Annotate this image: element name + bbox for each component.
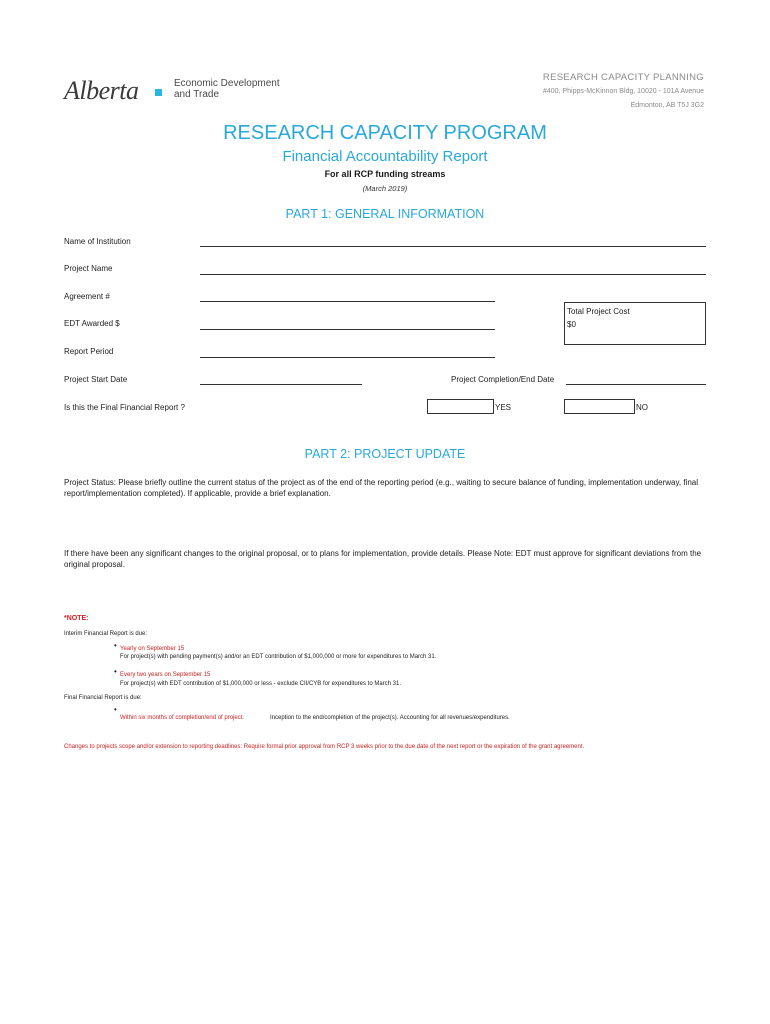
program-label: RESEARCH CAPACITY PLANNING [542,72,704,83]
report-period-field[interactable] [200,357,495,358]
total-cost-label: Total Project Cost [567,307,630,316]
institution-field[interactable] [200,246,706,247]
no-label: NO [636,403,648,412]
note-heading: *NOTE: [64,615,89,622]
edt-awarded-label: EDT Awarded $ [64,319,120,328]
interim-1-text: For project(s) with pending payment(s) and/or an EDT contribution of $1,000,000 or more for expenditures to March 31. [120,654,437,660]
start-date-field[interactable] [200,384,362,385]
final-report-yes-checkbox[interactable] [427,399,494,414]
logo-wordmark: Alberta [64,76,139,105]
bullet-icon: • [114,641,117,650]
report-period-label: Report Period [64,347,114,356]
interim-1-title: Yearly on September 15 [120,646,185,652]
document-title: RESEARCH CAPACITY PROGRAM [223,122,547,144]
interim-2-text: For project(s) with EDT contribution of $1,000,000 or less - exclude CII/CYB for expenditures to March 31. [120,681,402,687]
department-line-1: Economic Development [174,78,280,89]
address-line-2: Edmonton, AB T5J 3G2 [630,102,704,109]
address-line-1: #400, Phipps-McKinnon Bldg, 10020 - 101A Avenue [543,88,704,95]
edt-awarded-field[interactable] [200,329,495,330]
final-report-no-checkbox[interactable] [564,399,635,414]
interim-2-title: Every two years on September 15 [120,672,211,678]
funding-streams: For all RCP funding streams [324,169,446,179]
total-project-cost-box [564,302,706,345]
institution-label: Name of Institution [64,237,131,246]
logo-square-icon [155,89,162,96]
yes-label: YES [495,403,512,412]
final-1-title: Within six months of completion/end of project. [120,715,245,721]
total-cost-value: $0 [567,320,576,329]
part2-heading: PART 2: PROJECT UPDATE [304,447,466,461]
agreement-field[interactable] [200,301,495,302]
bullet-icon: • [114,667,117,676]
proposal-changes-instructions: If there have been any significant changes to the original proposal, or to plans for implementation, provide details. Please Note: EDT must approve for significant deviations from the original proposal. [64,549,702,569]
project-name-label: Project Name [64,264,113,273]
final-1-text: Inception to the end/completion of the project(s). Accounting for all revenues/expenditures. [270,715,510,721]
changes-note: Changes to projects scope and/or extension to reporting deadlines: Require formal prior approval from RCP 3 weeks prior to the due date of the next report or the expiration of the grant agreement. [64,744,585,750]
document-subtitle: Financial Accountability Report [282,148,488,165]
end-date-field[interactable] [566,384,706,385]
project-name-field[interactable] [200,274,706,275]
part1-heading: PART 1: GENERAL INFORMATION [285,207,485,221]
department-line-2: and Trade [174,89,220,100]
bullet-icon: • [114,705,117,714]
final-report-heading: Final Financial Report is due: [64,695,142,701]
final-report-label: Is this the Final Financial Report ? [64,403,185,412]
agreement-label: Agreement # [64,292,110,301]
department-name [174,78,324,100]
end-date-label: Project Completion/End Date [451,375,555,384]
start-date-label: Project Start Date [64,375,128,384]
document-date: (March 2019) [362,184,408,193]
interim-report-heading: Interim Financial Report is due: [64,631,148,637]
project-status-instructions: Project Status: Please briefly outline the current status of the project as of the end of the reporting period (e.g., waiting to secure balance of funding, implementation underway, final report/implementation completed). If applicable, provide a brief explanation. [64,478,698,498]
